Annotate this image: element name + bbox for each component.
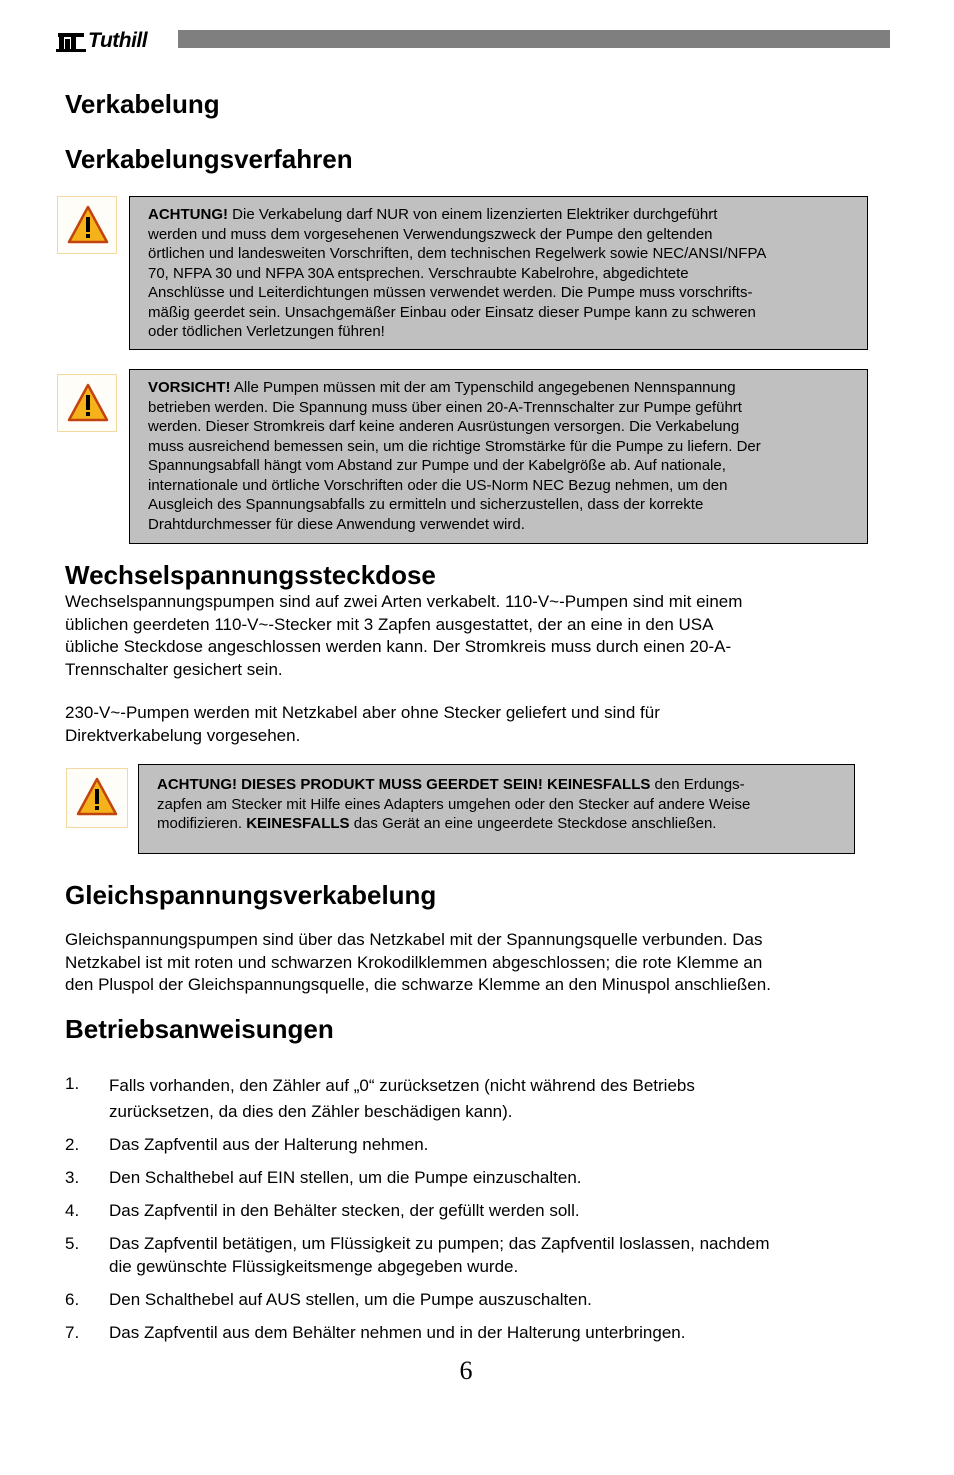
ac-p1-line-2: üblichen geerdeten 110-V~-Stecker mit 3 Zapfen ausgestattet, der an eine in den USA — [65, 614, 714, 634]
warning-1-line-3: örtlichen und landesweiten Vorschriften, dem technischen Regelwerk sowie NEC/ANSI/NFPA — [148, 245, 767, 262]
step-number: 2. — [65, 1135, 80, 1154]
warning-box-achtung — [129, 196, 868, 350]
warning-1-line-2: werden und muss dem vorgesehenen Verwendungszweck der Pumpe den geltenden — [148, 225, 713, 243]
dc-paragraph — [65, 929, 885, 997]
step-text — [109, 1200, 889, 1223]
step-number: 3. — [65, 1168, 80, 1187]
ac-p1-line-4: Trennschalter gesichert sein. — [65, 659, 283, 679]
warning-2-line-5: Spannungsabfall hängt vom Abstand zur Pumpe und der Kabelgröße ab. Auf nationale, — [148, 457, 726, 474]
warning-box-erdung — [138, 764, 855, 854]
warning-icon — [57, 196, 117, 254]
dc-line-3: den Pluspol der Gleichspannungsquelle, die schwarze Klemme an den Minuspol anschließen. — [65, 975, 771, 994]
warning-3-line-2: zapfen am Stecker mit Hilfe eines Adapters umgehen oder den Stecker auf andere Weise — [157, 795, 751, 813]
warning-icon — [57, 374, 117, 432]
step-line: Den Schalthebel auf AUS stellen, um die Pumpe auszuschalten. — [109, 1290, 592, 1309]
ac-p2-line-2: Direktverkabelung vorgesehen. — [65, 725, 301, 745]
warning-1-line-5: Anschlüsse und Leiterdichtungen müssen verwendet werden. Die Pumpe muss vorschrifts- — [148, 284, 753, 301]
step-text — [109, 1073, 889, 1125]
ac-paragraph-1 — [65, 591, 885, 681]
warning-3-line-1: ACHTUNG! DIESES PRODUKT MUSS GEERDET SEIN! KEINESFALLS den Erdungs- — [157, 776, 745, 793]
heading-wechselspannungssteckdose: Wechselspannungssteckdose — [65, 560, 436, 590]
heading-gleichspannungsverkabelung: Gleichspannungsverkabelung — [65, 880, 437, 910]
warning-triangle-icon — [67, 205, 109, 245]
warning-2-line-1: VORSICHT! Alle Pumpen müssen mit der am Typenschild angegebenen Nennspannung — [148, 379, 736, 396]
step-line: Das Zapfventil in den Behälter stecken, der gefüllt werden soll. — [109, 1201, 580, 1220]
step-text — [109, 1322, 889, 1345]
ac-paragraph-2 — [65, 702, 885, 747]
warning-triangle-icon — [67, 383, 109, 423]
step-line: zurücksetzen, da dies den Zähler beschädigen kann). — [109, 1102, 513, 1121]
warning-2-line-3: werden. Dieser Stromkreis darf keine anderen Ausrüstungen versorgen. Die Verkabelung — [148, 418, 740, 435]
page-header — [56, 28, 890, 54]
ac-p1-line-3: übliche Steckdose angeschlossen werden kann. Der Stromkreis muss durch einen 20-A- — [65, 637, 732, 656]
warning-triangle-icon — [76, 777, 118, 817]
step-number: 7. — [65, 1323, 80, 1342]
step-line: Das Zapfventil aus der Halterung nehmen. — [109, 1135, 429, 1154]
warning-1-line-1: ACHTUNG! Die Verkabelung darf NUR von einem lizenzierten Elektriker durchgeführt — [148, 206, 718, 223]
step-text — [109, 1134, 889, 1157]
warning-2-line-6: internationale und örtliche Vorschriften oder die US-Norm NEC Bezug nehmen, um den — [148, 476, 728, 494]
warning-2-line-7: Ausgleich des Spannungsabfalls zu ermitteln und sicherzustellen, dass der korrekte — [148, 496, 704, 513]
warning-2-line-2: betrieben werden. Die Spannung muss über einen 20-A-Trennschalter zur Pumpe geführt — [148, 398, 742, 416]
step-line: Den Schalthebel auf EIN stellen, um die Pumpe einzuschalten. — [109, 1168, 582, 1187]
warning-1-line-4: 70, NFPA 30 und NFPA 30A entsprechen. Verschraubte Kabelrohre, abgedichtete — [148, 264, 689, 282]
step-text — [109, 1167, 889, 1190]
warning-2-line-4: muss ausreichend bemessen sein, um die richtige Stromstärke für die Pumpe zu liefern. Der — [148, 437, 761, 455]
header-bar — [178, 30, 890, 48]
step-number: 6. — [65, 1290, 80, 1309]
dc-line-2: Netzkabel ist mit roten und schwarzen Krokodilklemmen abgeschlossen; die rote Klemme an — [65, 952, 763, 972]
warning-3-line-3: modifizieren. KEINESFALLS das Gerät an eine ungeerdete Steckdose anschließen. — [157, 815, 717, 832]
warning-1-line-6: mäßig geerdet sein. Unsachgemäßer Einbau oder Einsatz dieser Pumpe kann zu schweren — [148, 303, 756, 321]
ac-p2-line-1: 230-V~-Pumpen werden mit Netzkabel aber ohne Stecker geliefert und sind für — [65, 703, 660, 722]
page-number: 6 — [459, 1356, 473, 1385]
tuthill-logo-mark-icon — [56, 29, 86, 53]
step-text — [109, 1289, 889, 1312]
step-line: Falls vorhanden, den Zähler auf „0“ zurücksetzen (nicht während des Betriebs — [109, 1076, 695, 1095]
logo-text: Tuthill — [88, 29, 148, 52]
heading-verkabelungsverfahren: Verkabelungsverfahren — [65, 144, 353, 174]
step-number: 4. — [65, 1201, 80, 1220]
dc-line-1: Gleichspannungspumpen sind über das Netzkabel mit der Spannungsquelle verbunden. Das — [65, 930, 763, 949]
ac-p1-line-1: Wechselspannungspumpen sind auf zwei Arten verkabelt. 110-V~-Pumpen sind mit einem — [65, 592, 743, 611]
tuthill-logo — [56, 28, 147, 54]
step-number: 5. — [65, 1234, 80, 1253]
warning-icon — [66, 768, 128, 828]
step-line: die gewünschte Flüssigkeitsmenge abgegeben wurde. — [109, 1256, 519, 1276]
warning-2-line-8: Drahtdurchmesser für diese Anwendung verwendet wird. — [148, 515, 525, 533]
warning-1-line-7: oder tödlichen Verletzungen führen! — [148, 323, 385, 340]
warning-box-vorsicht — [129, 369, 868, 544]
step-number: 1. — [65, 1074, 80, 1093]
step-line: Das Zapfventil aus dem Behälter nehmen und in der Halterung unterbringen. — [109, 1323, 686, 1342]
heading-betriebsanweisungen: Betriebsanweisungen — [65, 1014, 334, 1044]
step-text — [109, 1233, 889, 1278]
heading-verkabelung: Verkabelung — [65, 89, 220, 119]
step-line: Das Zapfventil betätigen, um Flüssigkeit zu pumpen; das Zapfventil loslassen, nachdem — [109, 1234, 770, 1253]
